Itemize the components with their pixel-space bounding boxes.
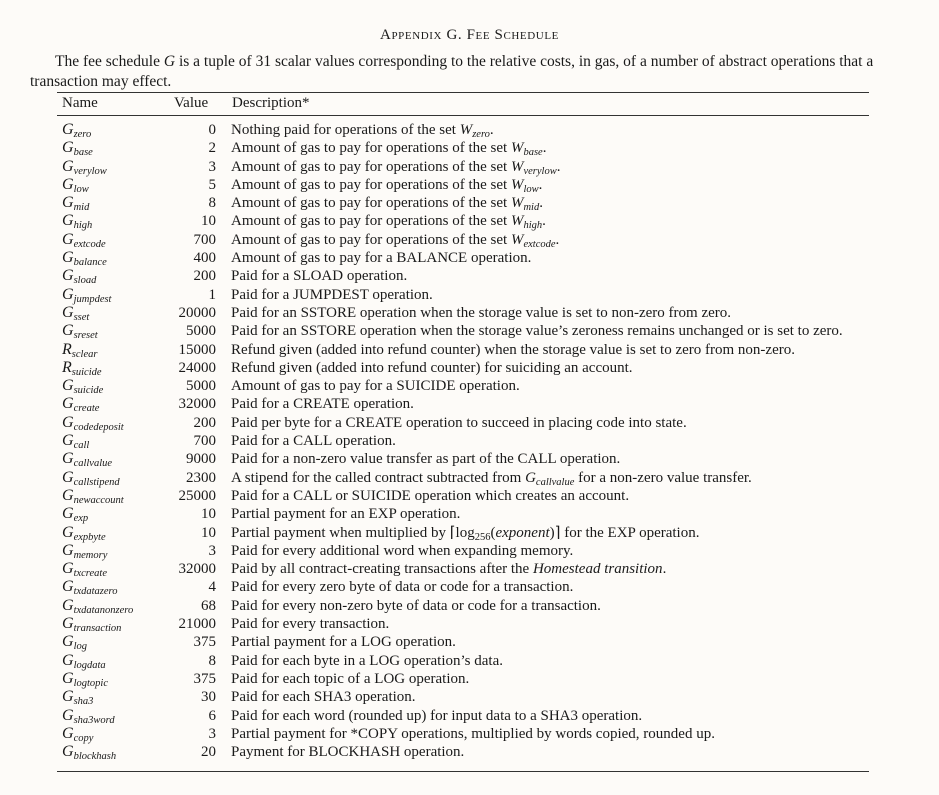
fee-description-suffix: . bbox=[489, 122, 494, 138]
fee-value: 700 bbox=[193, 433, 216, 450]
table-row bbox=[0, 450, 939, 468]
table-row bbox=[0, 377, 939, 395]
fee-description bbox=[231, 542, 573, 560]
fee-name-subscript: jumpdest bbox=[73, 293, 112, 305]
fee-name-base: G bbox=[62, 651, 74, 669]
fee-description bbox=[231, 670, 469, 688]
fee-name-subscript: mid bbox=[73, 202, 90, 214]
fee-description-text: Paid for each byte in a LOG operation’s data. bbox=[231, 652, 503, 669]
fee-description-text: Paid for every non-zero byte of data or code for a transaction. bbox=[231, 597, 601, 614]
table-row bbox=[0, 194, 939, 212]
table-row bbox=[0, 542, 939, 560]
fee-value: 30 bbox=[201, 689, 216, 706]
fee-value: 2300 bbox=[186, 469, 216, 486]
fee-name-base: G bbox=[62, 486, 74, 504]
fee-name-subscript: sclear bbox=[71, 348, 98, 360]
table-row bbox=[0, 505, 939, 523]
appendix-title: Appendix G. Fee Schedule bbox=[380, 27, 559, 43]
fee-value: 0 bbox=[208, 122, 216, 138]
fee-name-base: G bbox=[62, 468, 74, 486]
fee-name-subscript: callvalue bbox=[73, 458, 113, 470]
fee-description-text: Paid for a JUMPDEST operation. bbox=[231, 286, 433, 303]
fee-description-text: Paid for every transaction. bbox=[231, 616, 390, 633]
table-row bbox=[0, 652, 939, 670]
fee-description-text: Partial payment for a LOG operation. bbox=[231, 634, 456, 651]
fee-name-subscript: logtopic bbox=[73, 677, 108, 689]
fee-description-suffix: . bbox=[542, 140, 547, 157]
fee-value: 3 bbox=[208, 725, 216, 742]
fee-description-text: Partial payment for an EXP operation. bbox=[231, 506, 461, 523]
math-symbol: G bbox=[525, 469, 536, 486]
table-row bbox=[0, 432, 939, 450]
fee-value: 24000 bbox=[178, 359, 216, 376]
fee-name-subscript: logdata bbox=[73, 659, 106, 671]
fee-description-suffix: )⌉ for the EXP operation. bbox=[549, 524, 700, 541]
fee-name-subscript: sha3 bbox=[73, 696, 94, 708]
fee-value: 5000 bbox=[186, 378, 216, 395]
fee-description-text: Paid for a CREATE operation. bbox=[231, 396, 414, 413]
fee-value: 10 bbox=[201, 506, 216, 523]
fee-value: 8 bbox=[208, 652, 216, 669]
fee-name-subscript: newaccount bbox=[73, 494, 124, 506]
intro-before: The fee schedule bbox=[55, 53, 164, 70]
math-subscript: zero bbox=[472, 129, 490, 140]
fee-value: 4 bbox=[208, 579, 216, 596]
table-header bbox=[0, 94, 939, 114]
fee-description bbox=[231, 377, 520, 395]
fee-description-text: Paid for a CALL operation. bbox=[231, 433, 396, 450]
math-subscript: base bbox=[523, 147, 543, 159]
fee-description bbox=[231, 743, 464, 761]
table-row bbox=[0, 267, 939, 285]
table-row bbox=[0, 121, 939, 139]
fee-name-base: R bbox=[62, 358, 72, 376]
fee-description-text: Paid for every zero byte of data or code for a transaction. bbox=[231, 579, 574, 596]
fee-name-subscript: sha3word bbox=[73, 714, 115, 726]
fee-name-base: G bbox=[62, 633, 74, 651]
fee-name-subscript: suicide bbox=[73, 385, 104, 397]
fee-name-base: G bbox=[62, 432, 74, 450]
fee-name-base: G bbox=[62, 194, 74, 212]
fee-name-subscript: memory bbox=[73, 549, 108, 561]
fee-name-subscript: log bbox=[73, 641, 87, 653]
fee-name-base: G bbox=[62, 121, 74, 138]
table-row bbox=[0, 158, 939, 176]
fee-value: 6 bbox=[208, 707, 216, 724]
fee-name-subscript: balance bbox=[73, 257, 107, 269]
math-symbol: W bbox=[510, 231, 524, 248]
fee-value: 375 bbox=[193, 670, 216, 687]
fee-name-subscript: base bbox=[73, 147, 93, 159]
fee-description-text: Paid by all contract-creating transactions after the bbox=[231, 561, 533, 578]
fee-value: 68 bbox=[201, 597, 216, 614]
math-symbol: W bbox=[510, 213, 524, 230]
fee-name-base: G bbox=[62, 285, 74, 303]
math-subscript: low bbox=[523, 183, 539, 195]
table-row bbox=[0, 395, 939, 413]
intro-after: is a tuple of 31 scalar values corresponding to the relative costs, in gas, of a number of abstract operations that a transaction may effect. bbox=[30, 53, 874, 90]
fee-description bbox=[231, 450, 620, 468]
header-description: Description* bbox=[232, 95, 310, 111]
fee-description-text: Paid for each topic of a LOG operation. bbox=[231, 670, 470, 687]
fee-name-base: G bbox=[62, 139, 74, 157]
fee-description bbox=[231, 304, 731, 322]
fee-description-suffix: . bbox=[662, 561, 667, 578]
fee-description-text: Paid for each word (rounded up) for input data to a SHA3 operation. bbox=[231, 707, 643, 724]
fee-description-suffix: . bbox=[542, 213, 546, 230]
table-row bbox=[0, 231, 939, 249]
fee-value: 8 bbox=[208, 195, 216, 212]
italic-term: Homestead transition bbox=[532, 561, 663, 578]
fee-description bbox=[231, 487, 629, 505]
table-row bbox=[0, 578, 939, 596]
table-row bbox=[0, 670, 939, 688]
table-bottom-rule bbox=[57, 771, 869, 772]
header-value: Value bbox=[174, 95, 209, 111]
table-row bbox=[0, 322, 939, 340]
math-symbol: W bbox=[510, 158, 524, 175]
fee-name-subscript: sset bbox=[73, 311, 90, 323]
fee-name-subscript: create bbox=[73, 403, 100, 415]
fee-name-base: R bbox=[62, 340, 72, 358]
fee-description bbox=[231, 414, 687, 432]
fee-name-base: G bbox=[62, 230, 74, 248]
fee-value: 20000 bbox=[178, 304, 216, 321]
fee-description-text: Amount of gas to pay for operations of the set bbox=[231, 213, 511, 230]
fee-description-text: Paid for a CALL or SUICIDE operation which creates an account. bbox=[231, 487, 630, 504]
fee-description-text: Amount of gas to pay for operations of the set bbox=[231, 231, 511, 248]
table-row bbox=[0, 341, 939, 359]
fee-description-text: Nothing paid for operations of the set bbox=[231, 122, 460, 138]
fee-description bbox=[231, 322, 843, 340]
fee-name-subscript: txcreate bbox=[73, 568, 107, 580]
fee-description bbox=[231, 615, 389, 633]
fee-value: 9000 bbox=[186, 451, 216, 468]
fee-description bbox=[231, 505, 460, 523]
fee-description-suffix: . bbox=[556, 158, 561, 175]
fee-name-base: G bbox=[62, 578, 74, 596]
fee-name-base: G bbox=[62, 688, 74, 706]
fee-name bbox=[62, 743, 167, 766]
fee-description-text: Amount of gas to pay for a BALANCE operation. bbox=[231, 250, 532, 267]
fee-description-text: Partial payment when multiplied by ⌈log bbox=[231, 524, 475, 541]
table-row bbox=[0, 139, 939, 157]
fee-name-base: G bbox=[62, 743, 74, 761]
fee-description bbox=[231, 395, 414, 413]
fee-value: 10 bbox=[201, 213, 216, 230]
fee-name-subscript: verylow bbox=[73, 165, 107, 177]
fee-name-base: G bbox=[62, 450, 74, 468]
fee-value: 15000 bbox=[178, 341, 216, 358]
fee-name-subscript: sload bbox=[73, 275, 97, 287]
fee-name-subscript: high bbox=[73, 220, 93, 232]
fee-description-text: Paid for a SLOAD operation. bbox=[231, 268, 408, 285]
math-symbol: W bbox=[459, 122, 473, 138]
fee-name-base: G bbox=[62, 157, 74, 175]
fee-name-base: G bbox=[62, 596, 74, 614]
fee-value: 32000 bbox=[178, 561, 216, 578]
fee-name-base: G bbox=[62, 541, 74, 559]
fee-description-suffix: . bbox=[538, 176, 543, 193]
fee-value: 2 bbox=[208, 140, 216, 157]
fee-value: 10 bbox=[201, 524, 216, 541]
table-row bbox=[0, 487, 939, 505]
fee-name-base: G bbox=[62, 523, 74, 541]
table-row bbox=[0, 359, 939, 377]
fee-value: 200 bbox=[193, 268, 216, 285]
table-row bbox=[0, 688, 939, 706]
fee-name-subscript: sreset bbox=[73, 330, 98, 342]
fee-description-text: Amount of gas to pay for operations of the set bbox=[231, 176, 511, 193]
table-row bbox=[0, 286, 939, 304]
fee-description bbox=[231, 633, 456, 651]
log-argument: exponent bbox=[495, 524, 550, 541]
table-row bbox=[0, 176, 939, 194]
fee-name-base: G bbox=[62, 395, 74, 413]
fee-description-text: Amount of gas to pay for operations of the set bbox=[231, 140, 511, 157]
fee-description bbox=[231, 286, 433, 304]
fee-value: 25000 bbox=[178, 487, 216, 504]
fee-value: 5000 bbox=[186, 323, 216, 340]
fee-description bbox=[231, 707, 642, 725]
fee-description-suffix: for a non-zero value transfer. bbox=[574, 469, 752, 486]
math-subscript: verylow bbox=[523, 165, 557, 177]
fee-description bbox=[231, 359, 633, 377]
fee-name-subscript: blockhash bbox=[73, 751, 117, 763]
fee-name-base: G bbox=[62, 724, 74, 742]
fee-description bbox=[231, 432, 396, 450]
fee-description-text: Amount of gas to pay for a SUICIDE operation. bbox=[231, 378, 520, 395]
fee-table-body bbox=[0, 121, 939, 761]
table-row bbox=[0, 615, 939, 633]
fee-description bbox=[231, 341, 795, 359]
fee-name-subscript: callstipend bbox=[73, 476, 120, 488]
fee-description-text: Refund given (added into refund counter) when the storage value is set to zero from non-zero. bbox=[231, 341, 795, 358]
math-subscript: high bbox=[523, 220, 543, 232]
intro-symbol: G bbox=[163, 53, 176, 70]
table-top-rule bbox=[57, 92, 869, 93]
fee-name-base: G bbox=[62, 505, 74, 523]
math-symbol: W bbox=[510, 176, 524, 193]
fee-name-base: G bbox=[62, 560, 74, 578]
table-row bbox=[0, 212, 939, 230]
fee-value: 32000 bbox=[178, 396, 216, 413]
intro-paragraph bbox=[30, 52, 910, 92]
fee-description bbox=[231, 267, 407, 285]
fee-name-subscript: zero bbox=[73, 129, 92, 140]
fee-value: 700 bbox=[193, 231, 216, 248]
table-row bbox=[0, 633, 939, 651]
fee-name-subscript: txdatanonzero bbox=[73, 604, 134, 616]
fee-description bbox=[231, 249, 531, 267]
fee-description bbox=[231, 652, 503, 670]
fee-value: 20 bbox=[201, 744, 216, 761]
fee-description-text: Paid per byte for a CREATE operation to succeed in placing code into state. bbox=[231, 414, 687, 431]
fee-name-base: G bbox=[62, 212, 74, 230]
fee-description bbox=[231, 560, 666, 578]
table-row bbox=[0, 725, 939, 743]
fee-description-text: Paid for every additional word when expanding memory. bbox=[231, 542, 574, 559]
table-row bbox=[0, 304, 939, 322]
fee-value: 21000 bbox=[178, 616, 216, 633]
math-subscript: extcode bbox=[523, 238, 556, 250]
fee-name-base: G bbox=[62, 615, 74, 633]
table-row bbox=[0, 597, 939, 615]
fee-description-text: Paid for an SSTORE operation when the storage value’s zeroness remains unchanged or is set to zero. bbox=[231, 323, 843, 340]
fee-description bbox=[231, 688, 416, 706]
fee-name-subscript: suicide bbox=[71, 366, 102, 378]
fee-description bbox=[231, 725, 715, 743]
table-row bbox=[0, 414, 939, 432]
fee-name-base: G bbox=[62, 303, 74, 321]
fee-description-text: Refund given (added into refund counter) for suiciding an account. bbox=[231, 359, 633, 376]
fee-description-text: Amount of gas to pay for operations of the set bbox=[231, 158, 511, 175]
fee-name-subscript: extcode bbox=[73, 238, 106, 250]
table-row bbox=[0, 524, 939, 542]
fee-description bbox=[231, 597, 601, 615]
fee-description-text: Paid for each SHA3 operation. bbox=[231, 689, 416, 706]
fee-name-base: G bbox=[62, 322, 74, 340]
fee-name-subscript: exp bbox=[73, 513, 89, 525]
table-row bbox=[0, 743, 939, 761]
fee-value: 200 bbox=[193, 414, 216, 431]
open-paren: ( bbox=[490, 524, 496, 541]
fee-name-subscript: txdatazero bbox=[73, 586, 118, 598]
math-subscript: callvalue bbox=[535, 476, 575, 488]
fee-description-text: A stipend for the called contract subtracted from bbox=[231, 469, 526, 486]
fee-description-text: Paid for an SSTORE operation when the storage value is set to non-zero from zero. bbox=[231, 304, 732, 321]
header-name: Name bbox=[62, 95, 98, 111]
fee-name-base: G bbox=[62, 249, 74, 267]
table-row bbox=[0, 707, 939, 725]
fee-name-subscript: low bbox=[73, 183, 89, 195]
fee-description-text: Payment for BLOCKHASH operation. bbox=[231, 744, 465, 761]
table-row bbox=[0, 560, 939, 578]
fee-name-subscript: call bbox=[73, 440, 90, 452]
fee-value: 375 bbox=[193, 634, 216, 651]
fee-name-subscript: transaction bbox=[73, 623, 122, 635]
fee-description-suffix: . bbox=[539, 195, 543, 212]
table-header-rule bbox=[57, 115, 869, 116]
fee-name-base: G bbox=[62, 669, 74, 687]
fee-value: 400 bbox=[193, 250, 216, 267]
fee-name-base: G bbox=[62, 267, 74, 285]
fee-value: 3 bbox=[208, 158, 216, 175]
fee-value: 1 bbox=[208, 286, 216, 303]
math-subscript: mid bbox=[523, 202, 540, 214]
fee-name-subscript: expbyte bbox=[73, 531, 106, 543]
math-symbol: W bbox=[510, 195, 524, 212]
table-row bbox=[0, 249, 939, 267]
fee-name-base: G bbox=[62, 377, 74, 395]
math-symbol: W bbox=[510, 140, 524, 157]
log-base-subscript: 256 bbox=[474, 531, 491, 543]
fee-description-text: Amount of gas to pay for operations of the set bbox=[231, 195, 511, 212]
fee-name-base: G bbox=[62, 413, 74, 431]
fee-name-subscript: codedeposit bbox=[73, 421, 124, 433]
fee-name-base: G bbox=[62, 175, 74, 193]
fee-description bbox=[231, 578, 573, 596]
fee-value: 3 bbox=[208, 542, 216, 559]
fee-name-subscript: copy bbox=[73, 732, 94, 744]
fee-value: 5 bbox=[208, 176, 216, 193]
fee-description-text: Paid for a non-zero value transfer as part of the CALL operation. bbox=[231, 451, 621, 468]
fee-name-base: G bbox=[62, 706, 74, 724]
fee-description-suffix: . bbox=[555, 231, 560, 248]
table-row bbox=[0, 469, 939, 487]
fee-description-text: Partial payment for *COPY operations, multiplied by words copied, rounded up. bbox=[231, 725, 715, 742]
